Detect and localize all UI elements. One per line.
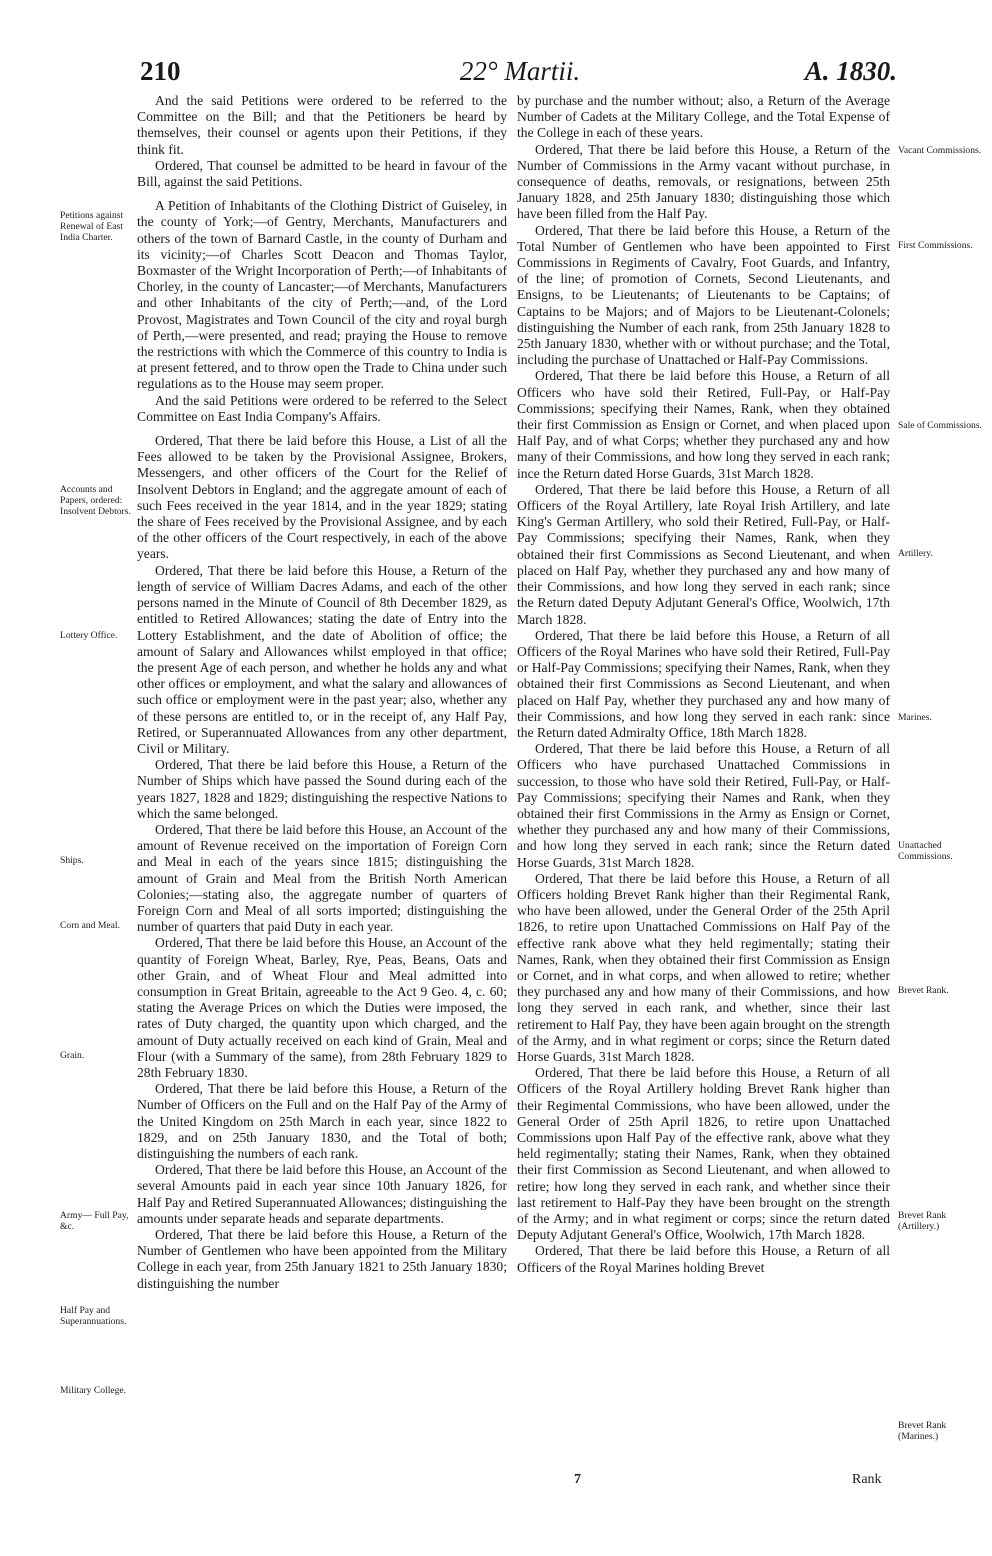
paragraph: Ordered, That there be laid before this House, a Return of all Officers holding Brevet Rank higher than their Regimental Rank, who have been allowed, under the General Order of the 25th April 1826, to retire upon Unattached Commissions on Half Pay of the effective rank above what they held regimentally; stating their Names, Rank, when they obtained their first Commission as Ensign or Cornet, and in what corps, and when allowed to retire; whether they purchased any and how many of their Commissions, and how long they served in each rank, and whether, since their last retirement to Half Pay, they have been again brought on the strength of the Army, and in what regiment or corps; since the Return dated Horse Guards, 31st March 1828. — [517, 870, 890, 1064]
page-header — [0, 52, 992, 92]
page-footer — [0, 1472, 992, 1492]
paragraph: Ordered, That there be laid before this House, a Return of all Officers who have sold their Retired, Full-Pay, or Half-Pay Commissions; specifying their Names, Rank, when they obtained their first Commission as Ensign or Cornet, and when placed upon Half Pay, and of what Corps; whether they purchased any and how many of their Commissions, and how long they served in each rank; ince the Return dated Horse Guards, 31st March 1828. — [517, 368, 890, 481]
margin-note: Army— Full Pay, &c. — [60, 1210, 129, 1232]
paragraph: Ordered, That there be laid before this House, a Return of all Officers of the Royal Artillery holding Brevet Rank higher than their Regimental Commissions, who have been allowed, under the General Order of 25th April 1826, to retire upon Unattached Commissions upon Half Pay of the effective rank, above what they held regimentally; stating their Names, Rank, when they obtained their first Commission as Second Lieutenant, and when allowed to retire; how long they served in each rank, and whether since their last retirement to Half-Pay they have been brought on the strength of the Army; and in what regiment or corps; since the return dated Deputy Adjutant General's Office, Woolwich, 17th March 1828. — [517, 1065, 890, 1243]
signature-mark: 7 — [574, 1472, 581, 1487]
paragraph: Ordered, That there be laid before this House, an Account of the amount of Revenue received on the importation of Foreign Corn and Meal in each of the years since 1815; distinguishing the amount of Grain and Meal from the British North American Colonies;—stating also, the aggregate number of quarters of Foreign Corn and Meal of all sorts imported; distinguishing the number of quarters that paid Duty in each year. — [137, 821, 507, 935]
margin-note: Grain. — [60, 1050, 85, 1061]
margin-note: Lottery Office. — [60, 630, 118, 641]
margin-note: Marines. — [898, 712, 932, 723]
paragraph: Ordered, That there be laid before this House, a Return of all Officers of the Royal Artillery, late Royal Irish Artillery, and late King's German Artillery, who sold their Retired, Full-Pay, or Half-Pay Commissions; specifying their Names, Rank, when they obtained their first Commissions as Second Lieutenant, and when placed on Half Pay, whether they purchased any and how many of their Commissions, and how long they served in each rank; since the Return dated Deputy Adjutant General's Office, Woolwich, 17th March 1828. — [517, 481, 890, 627]
page-year: A. 1830. — [804, 56, 897, 86]
margin-note: Half Pay and Superannuations. — [60, 1305, 127, 1327]
margin-note: Sale of Commissions. — [898, 420, 982, 431]
paragraph: Ordered, That there be laid before this House, a Return of the length of service of William Dacres Adams, and each of the other persons named in the Minute of Council of 8th December 1829, as entitled to Retired Allowances; stating the date of Entry into the Lottery Establishment, and the date of Abolition of office; the amount of Salary and Allowances whilst employed in that office; the present Age of each person, and whether he holds any and what other offices or employment, and what the salary and allowances of such office or employment were in the past year; also, whether any of these persons are entitled to, or in the receipt of, any Half Pay, Retired, or Superannuated Allowances from any other department, Civil or Military. — [137, 562, 507, 756]
margin-note: Artillery. — [898, 548, 933, 559]
paragraph: Ordered, That there be laid before this House, a Return of all Officers of the Royal Marines who have sold their Retired, Full-Pay or Half-Pay Commissions; specifying their Names, Rank, when they obtained their first Commissions as Second Lieutenant, and when placed on Half Pay, whether they purchased any and how many of their Commissions, and how long they served in each rank: since the Return dated Admiralty Office, 18th March 1828. — [517, 627, 891, 740]
page-date: 22° Martii. — [459, 56, 581, 86]
paragraph: Ordered, That there be laid before this House, an Account of the quantity of Foreign Wheat, Barley, Rye, Peas, Beans, Oats and other Grain, and of Wheat Flour and Meal admitted into consumption in Great Britain, agreeable to the Act 9 Geo. 4, c. 60; stating the Average Prices on which the Duties were imposed, the rates of Duty charged, the quantity upon which charged, and the amount of Duty actually received on each kind of Grain, Meal and Flour (with a Summary of the same), from 28th February 1829 to 28th February 1830. — [137, 935, 507, 1080]
paragraph: A Petition of Inhabitants of the Clothing District of Guiseley, in the county of York;—of Gentry, Merchants, Manufacturers and others of the town of Barnard Castle, in the county of Durham and its vicinity;—of Charles Scott Deacon and Thomas Taylor, Boxmaster of the Wright Incorporation of Perth;—of Inhabitants of Chorley, in the county of Lancaster;—of Merchants, Manufacturers and other Inhabitants of the city of Perth;—and, of the Lord Provost, Magistrates and Town Council of the city and royal burgh of Perth,—were presented, and read; praying the House to remove the restrictions with which the Commerce of this country to India is at present fettered, and to throw open the Trade to China under such regulations as to the House may seem proper. — [137, 198, 507, 392]
margin-note: Brevet Rank (Artillery.) — [898, 1210, 947, 1232]
margin-note: Ships. — [60, 855, 84, 866]
paragraph: Ordered, That there be laid before this House, an Account of the several Amounts paid in each year since 10th January 1826, for Half Pay and Retired Superannuated Allowances; distinguishing the amounts under separate heads and separate departments. — [137, 1162, 507, 1226]
paragraph: And the said Petitions were ordered to be referred to the Select Committee on East India Company's Affairs. — [137, 392, 507, 424]
margin-note: First Commissions. — [898, 240, 973, 251]
paragraph: Ordered, That there be laid before this House, a List of all the Fees allowed to be taken by the Provisional Assignee, Brokers, Messengers, and other officers of the Court for the Relief of Insolvent Debtors in England; and the aggregate amount of each of such Fees received in the year 1814, and in the year 1829; stating the share of Fees received by the Provisional Assignee, and by each of the other officers of the Court respectively, in each of the above years. — [137, 433, 507, 562]
paragraph: Ordered, That there be laid before this House, a Return of the Number of Officers on the Full and on the Half Pay of the Army of the United Kingdom on 25th March in each year, since 1822 to 1829, and on 25th January 1830, and the Total of both; distinguishing the numbers of each rank. — [137, 1081, 507, 1161]
margin-note: Brevet Rank (Marines.) — [898, 1420, 947, 1442]
paragraph: Ordered, That there be laid before this House, a Return of the Number of Commissions in the Army vacant without purchase, in consequence of deaths, removals, or resignations, between 25th January 1828, and 25th January 1830; distinguishing those which have been filled from the Half Pay. — [517, 141, 890, 222]
left-column — [137, 93, 507, 1292]
margin-note: Unattached Commissions. — [898, 840, 953, 862]
paragraph: Ordered, That there be laid before this House, a Return of the Number of Ships which have passed the Sound during each of the years 1827, 1828 and 1829; distinguishing the respective Nations to which the same belonged. — [137, 757, 507, 821]
paragraph: by purchase and the number without; also, a Return of the Average Number of Cadets at the Military College, and the Total Expense of the College in each of these years. — [517, 93, 890, 141]
paragraph: Ordered, That there be laid before this House, a Return of the Number of Gentlemen who have been appointed from the Military College in each year, from 25th January 1821 to 25th January 1830; distinguishing the number — [137, 1227, 507, 1291]
paragraph: Ordered, That counsel be admitted to be heard in favour of the Bill, against the said Petitions. — [137, 157, 507, 190]
margin-note: Corn and Meal. — [60, 920, 120, 931]
margin-note: Accounts and Papers, ordered: Insolvent Debtors. — [60, 484, 131, 517]
right-column — [517, 93, 890, 1276]
page-number: 210 — [140, 56, 181, 86]
margin-note: Military College. — [60, 1385, 127, 1396]
catchword: Rank — [852, 1472, 882, 1487]
paragraph: Ordered, That there be laid before this House, a Return of the Total Number of Gentlemen who have been appointed to First Commissions in Regiments of Cavalry, Foot Guards, and Infantry, of the line; of promotion of Cornets, Second Lieutenants, and Ensigns, to be Lieutenants; of Lieutenants to be Captains; of Captains to be Majors; and of Majors to be Lieutenant-Colonels; distinguishing the Number of each rank, from 25th January 1828 to 25th January 1830, whether with or without purchase; and the Total, including the purchase of Unattached or Half-Pay Commissions. — [517, 222, 890, 368]
paragraph: And the said Petitions were ordered to be referred to the Committee on the Bill; and that the Petitioners be heard by themselves, their counsel or agents upon their Petitions, if they think fit. — [137, 93, 507, 157]
margin-note: Petitions against Renewal of East India Charter. — [60, 210, 124, 243]
paragraph: Ordered, That there be laid before this House, a Return of all Officers who have purchased Unattached Commissions in succession, to those who have sold their Retired, Full-Pay, or Half-Pay Commissions; specifying their Names and Rank, when they obtained their first Commissions in the Army as Ensign or Cornet, whether they purchased any and how many of their Commissions, and how long they served in each rank; since the Return dated Horse Guards, 31st March 1828. — [517, 741, 890, 870]
paragraph: Ordered, That there be laid before this House, a Return of all Officers of the Royal Marines holding Brevet — [517, 1243, 890, 1275]
margin-note: Brevet Rank. — [898, 985, 949, 996]
margin-note: Vacant Commissions. — [898, 145, 982, 156]
